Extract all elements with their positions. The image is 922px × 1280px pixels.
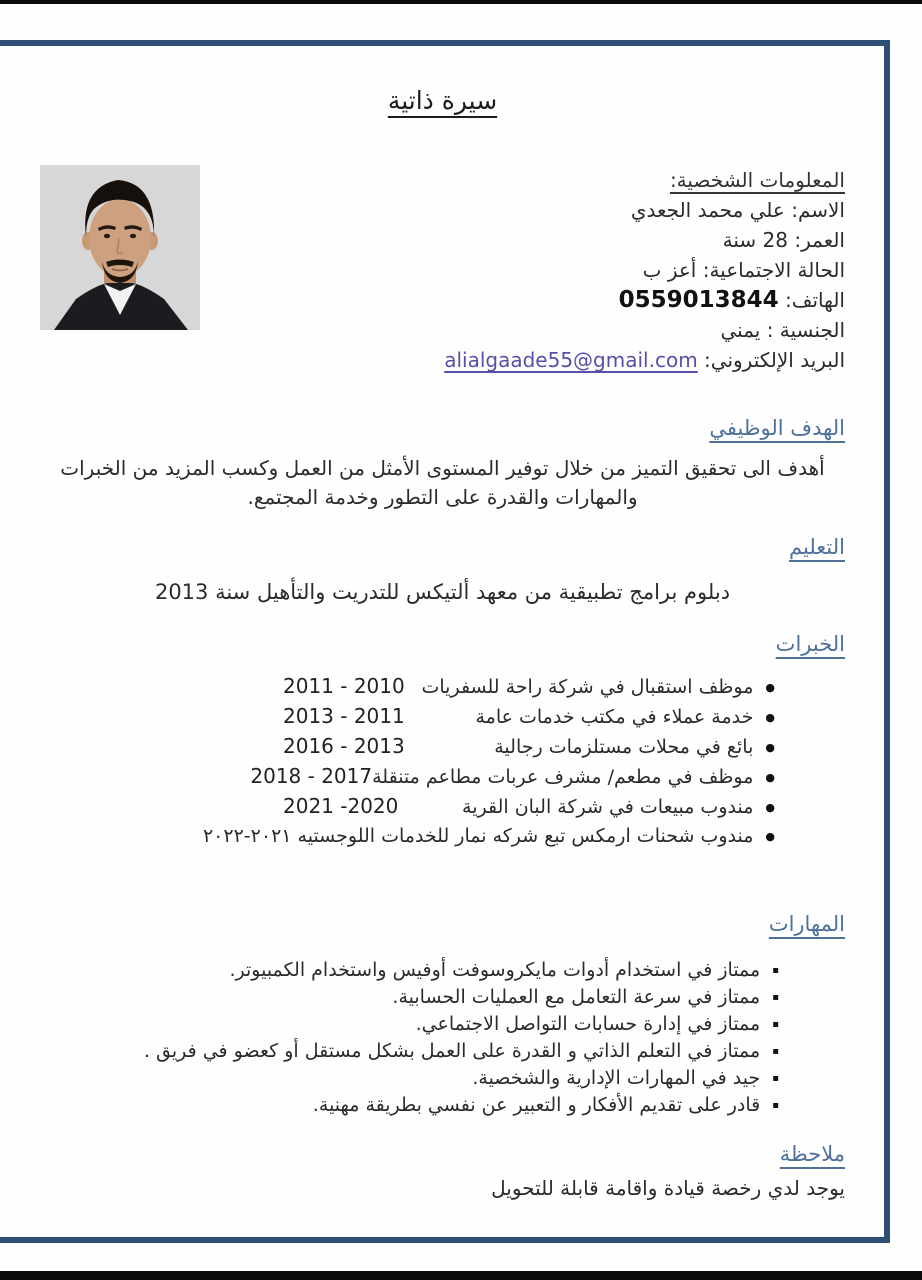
skill-item [40,1092,779,1119]
skill-item [40,957,779,984]
experience-item [283,672,775,702]
experience-dates: 2018 - 2017 [250,764,373,788]
bullet-icon: ● [765,711,775,724]
education-heading: التعليم [789,534,845,559]
bullet-icon: ● [765,830,775,843]
bullet-icon: ● [765,681,775,694]
email-label: البريد الإلكتروني: [704,348,845,373]
experience-dates: 2016 - 2013 [283,734,405,758]
marital-status-line: الحالة الاجتماعية: أعز ب [642,258,845,283]
note-heading: ملاحظة [779,1142,845,1167]
skills-list [40,957,779,1119]
skills-heading: المهارات [768,912,845,936]
phone-label: الهاتف: [785,288,845,313]
phone-number: 0559013844 [618,287,779,314]
experience-text: موظف استقبال في شركة راحة للسفريات [421,676,754,698]
nationality-line: الجنسية : يمني [720,318,845,343]
personal-info-section [40,165,845,381]
skill-text: جيد في المهارات الإدارية والشخصية. [472,1067,761,1090]
experience-item [283,702,775,732]
square-bullet-icon: ▪ [772,965,779,977]
skill-item [40,1038,779,1065]
skill-text: ممتاز في سرعة التعامل مع العمليات الحسابية. [392,986,761,1009]
skill-item [40,984,779,1011]
experience-list [202,672,775,851]
bullet-icon: ● [765,801,775,814]
cv-content [40,47,845,1203]
education-text: دبلوم برامج تطبيقية من معهد ألتيكس للتدريت والتأهيل سنة 2013 [154,580,731,605]
experience-heading: الخبرات [775,631,845,656]
experience-item [283,732,775,762]
experience-dates: 2011 - 2010 [283,674,405,698]
experience-item [202,822,775,851]
experience-text: موظف في مطعم/ مشرف عربات مطاعم متنقلة [372,766,754,788]
personal-info-heading: المعلومات الشخصية: [669,168,845,193]
bullet-icon: ● [765,771,775,784]
email-link[interactable]: alialgaade55@gmail.com [444,348,698,373]
skill-text: ممتاز في استخدام أدوات مايكروسوفت أوفيس واستخدام الكمبيوتر. [229,959,761,982]
square-bullet-icon: ▪ [772,1073,779,1085]
skill-item [40,1011,779,1038]
square-bullet-icon: ▪ [772,992,779,1004]
skill-text: ممتاز في إدارة حسابات التواصل الاجتماعي. [415,1013,761,1036]
experience-text: مندوب شحنات ارمكس تبع شركه نمار للخدمات اللوجستيه ٢٠٢١-٢٠٢٢ [202,825,754,847]
objective-heading: الهدف الوظيفي [709,416,845,441]
square-bullet-icon: ▪ [772,1019,779,1031]
profile-photo [40,165,200,330]
age-line: العمر: 28 سنة [722,228,845,253]
experience-text: خدمة عملاء في مكتب خدمات عامة [475,706,754,728]
square-bullet-icon: ▪ [772,1100,779,1112]
name-line: الاسم: علي محمد الجعدي [630,198,845,223]
experience-item [283,792,775,822]
experience-dates: 2013 - 2011 [283,704,405,728]
experience-item [250,762,775,792]
experience-text: مندوب مبيعات في شركة البان القرية [462,796,754,818]
skill-text: ممتاز في التعلم الذاتي و القدرة على العمل بشكل مستقل أو كعضو في فريق . [143,1040,761,1063]
bottom-black-strip [0,1271,922,1280]
experience-text: بائع في محلات مستلزمات رجالية [494,736,754,758]
skill-text: قادر على تقديم الأفكار و التعبير عن نفسي بطريقة مهنية. [312,1094,761,1117]
page-title: سيرة ذاتية [387,86,498,115]
top-black-strip [0,0,922,4]
bullet-icon: ● [765,741,775,754]
note-text: يوجد لدي رخصة قيادة واقامة قابلة للتحويل [491,1175,845,1200]
skill-item [40,1065,779,1092]
experience-dates: 2021 -2020 [283,794,399,818]
objective-text: أهدف الى تحقيق التميز من خلال توفير المستوى الأمثل من العمل وكسب المزيد من الخبرات والمهارات والقدرة على التطور وخدمة المجتمع. [60,455,825,509]
square-bullet-icon: ▪ [772,1046,779,1058]
email-line [40,345,845,375]
